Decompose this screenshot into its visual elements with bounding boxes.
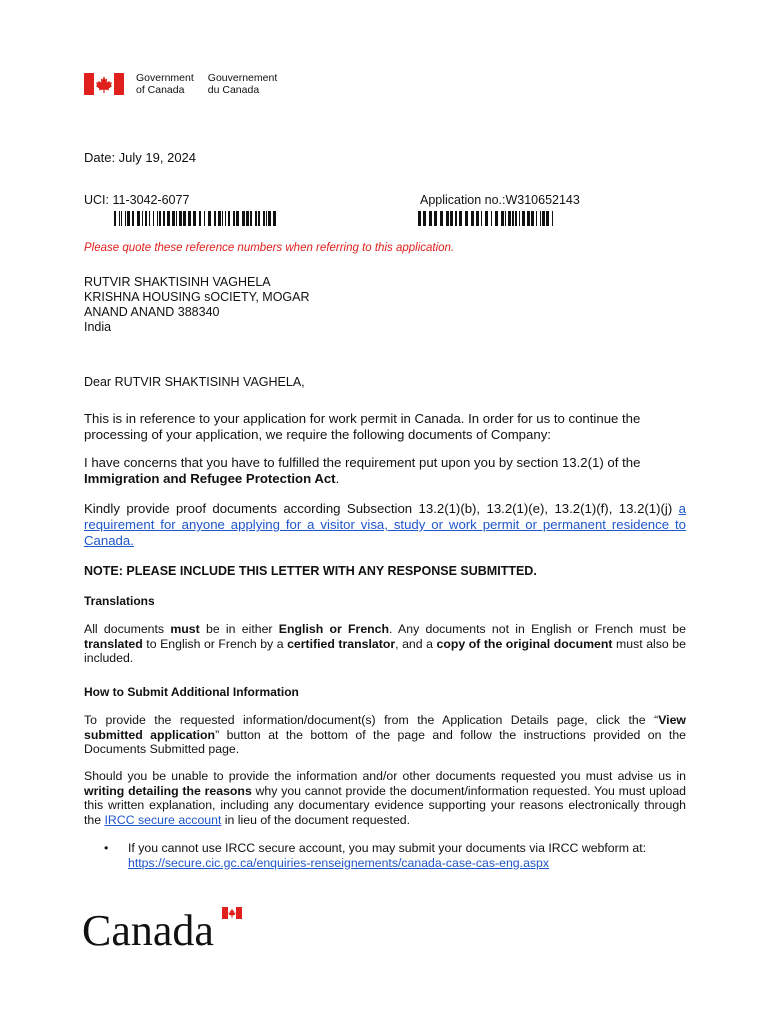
barcode-bar xyxy=(542,211,545,226)
barcode-bar xyxy=(125,211,126,226)
paragraph-proof: Kindly provide proof documents according Subsection 13.2(1)(b), 13.2(1)(e), 13.2(1)(f), 13.2(1)(j) a requirement for anyone applying for a visitor visa, study or work permit or permanent residence to Canada. xyxy=(84,501,686,548)
barcode-bar xyxy=(172,211,175,226)
barcode-bar xyxy=(153,211,154,226)
barcode-bar xyxy=(515,211,517,226)
barcode-bar xyxy=(446,211,449,226)
address-line: RUTVIR SHAKTISINH VAGHELA xyxy=(84,275,271,289)
government-english: Government of Canada xyxy=(136,72,194,96)
barcode-bar xyxy=(268,211,271,226)
address-line: KRISHNA HOUSING sOCIETY, MOGAR xyxy=(84,290,310,304)
recipient-address xyxy=(84,275,310,335)
letter-date: Date: July 19, 2024 xyxy=(84,150,197,165)
barcode-bar xyxy=(505,211,506,226)
barcode-bar xyxy=(508,211,511,226)
government-french: Gouvernement du Canada xyxy=(207,72,278,96)
barcode-bar xyxy=(225,211,226,226)
bullet-icon: • xyxy=(104,841,109,855)
submit-heading: How to Submit Additional Information xyxy=(84,685,299,699)
barcode-bar xyxy=(540,211,541,226)
barcode-bar xyxy=(121,211,122,226)
barcode-bar xyxy=(132,211,134,226)
barcode-bar xyxy=(163,211,165,226)
address-line: India xyxy=(84,320,112,334)
barcode-bar xyxy=(434,211,437,226)
ircc-secure-account-link[interactable]: IRCC secure account xyxy=(104,812,222,827)
unable-paragraph: Should you be unable to provide the information and/or other documents requested you must advise us in writing detailing the reasons why you cannot provide the document/information requested. You must upload this written explanation, including any documentary evidence supporting your reasons electronically through the IRCC secure account in lieu of the document requested. xyxy=(84,769,686,827)
barcode-bar xyxy=(481,211,482,226)
barcode-bar xyxy=(273,211,276,226)
barcode-bar xyxy=(159,211,161,226)
barcode-bar xyxy=(179,211,182,226)
barcode-bar xyxy=(183,211,186,226)
barcode-bar xyxy=(450,211,453,226)
barcode-bar xyxy=(255,211,257,226)
uci-barcode xyxy=(114,211,276,226)
barcode-bar xyxy=(423,211,426,226)
barcode-bar xyxy=(145,211,147,226)
barcode-bar xyxy=(455,211,457,226)
barcode-bar xyxy=(501,211,504,226)
barcode-bar xyxy=(418,211,421,226)
wordmark-flag-icon xyxy=(222,907,242,919)
barcode-bar xyxy=(188,211,191,226)
barcode-bar xyxy=(218,211,221,226)
barcode-bar xyxy=(199,211,201,226)
barcode-bar xyxy=(204,211,205,226)
government-signature xyxy=(136,72,277,96)
barcode-bar xyxy=(465,211,468,226)
barcode-bar xyxy=(519,211,520,226)
barcode-bar xyxy=(459,211,462,226)
translations-heading: Translations xyxy=(84,594,155,608)
paragraph-concerns: I have concerns that you have to fulfilled the requirement put upon you by section 13.2(1) of the Immigration and Refugee Protection Act. xyxy=(84,455,641,486)
barcode-bar xyxy=(119,211,120,226)
submit-paragraph: To provide the requested information/document(s) from the Application Details page, click the “View submitted application” button at the bottom of the page and follow the instructions provided on the Documents Submitted page. xyxy=(84,713,686,756)
quote-notice: Please quote these reference numbers when referring to this application. xyxy=(84,242,455,254)
webform-bullet: If you cannot use IRCC secure account, you may submit your documents via IRCC webform at: https://secure.cic.gc.ca/enquiries-renseignements/canada-case-cas-eng.aspx xyxy=(128,841,647,870)
barcode-bar xyxy=(552,211,553,226)
application-number: Application no.:W310652143 xyxy=(420,193,580,207)
barcode-bar xyxy=(246,211,249,226)
canada-flag-icon xyxy=(84,73,124,95)
barcode-bar xyxy=(214,211,216,226)
paragraph-reference: This is in reference to your application for work permit in Canada. In order for us to continue the processing of your application, we require the following documents of Company: xyxy=(84,411,641,442)
barcode-bar xyxy=(263,211,265,226)
canada-wordmark xyxy=(82,903,246,949)
barcode-bar xyxy=(258,211,260,226)
barcode-bar xyxy=(242,211,245,226)
barcode-bar xyxy=(176,211,177,226)
barcode-bar xyxy=(536,211,537,226)
barcode-bar xyxy=(476,211,479,226)
barcode-bar xyxy=(512,211,514,226)
barcode-bar xyxy=(429,211,432,226)
barcode-bar xyxy=(114,211,116,226)
canada-wordmark-text: Canada xyxy=(82,906,214,949)
salutation: Dear RUTVIR SHAKTISINH VAGHELA, xyxy=(84,375,305,389)
barcode-bar xyxy=(266,211,267,226)
requirement-link[interactable]: a requirement for anyone applying for a visitor visa, study or work permit or permanent residence to Canada. xyxy=(84,501,686,548)
barcode-bar xyxy=(233,211,235,226)
barcode-bar xyxy=(471,211,474,226)
barcode-bar xyxy=(149,211,150,226)
application-barcode xyxy=(418,211,554,226)
barcode-bar xyxy=(491,211,492,226)
barcode-bar xyxy=(193,211,196,226)
barcode-bar xyxy=(531,211,534,226)
barcode-bar xyxy=(222,211,223,226)
act-name: Immigration and Refugee Protection Act xyxy=(84,471,336,486)
barcode-bar xyxy=(167,211,170,226)
uci-number: UCI: 11-3042-6077 xyxy=(84,193,190,207)
webform-link[interactable]: https://secure.cic.gc.ca/enquiries-renseignements/canada-case-cas-eng.aspx xyxy=(128,855,550,870)
barcode-bar xyxy=(137,211,140,226)
barcode-bar xyxy=(250,211,252,226)
barcode-bar xyxy=(208,211,211,226)
barcode-bar xyxy=(485,211,488,226)
barcode-bar xyxy=(546,211,549,226)
barcode-bar xyxy=(236,211,239,226)
barcode-bar xyxy=(527,211,530,226)
barcode-bar xyxy=(127,211,130,226)
address-line: ANAND ANAND 388340 xyxy=(84,305,220,319)
barcode-bar xyxy=(142,211,143,226)
barcode-bar xyxy=(440,211,443,226)
barcode-bar xyxy=(522,211,525,226)
barcode-bar xyxy=(228,211,230,226)
barcode-bar xyxy=(495,211,498,226)
government-header xyxy=(84,72,277,96)
translations-paragraph: All documents must be in either English or French. Any documents not in English or French must be translated to English or French by a certified translator, and a copy of the original document must also be included. xyxy=(84,622,686,665)
note-heading: NOTE: PLEASE INCLUDE THIS LETTER WITH ANY RESPONSE SUBMITTED. xyxy=(84,564,537,578)
barcode-bar xyxy=(157,211,158,226)
